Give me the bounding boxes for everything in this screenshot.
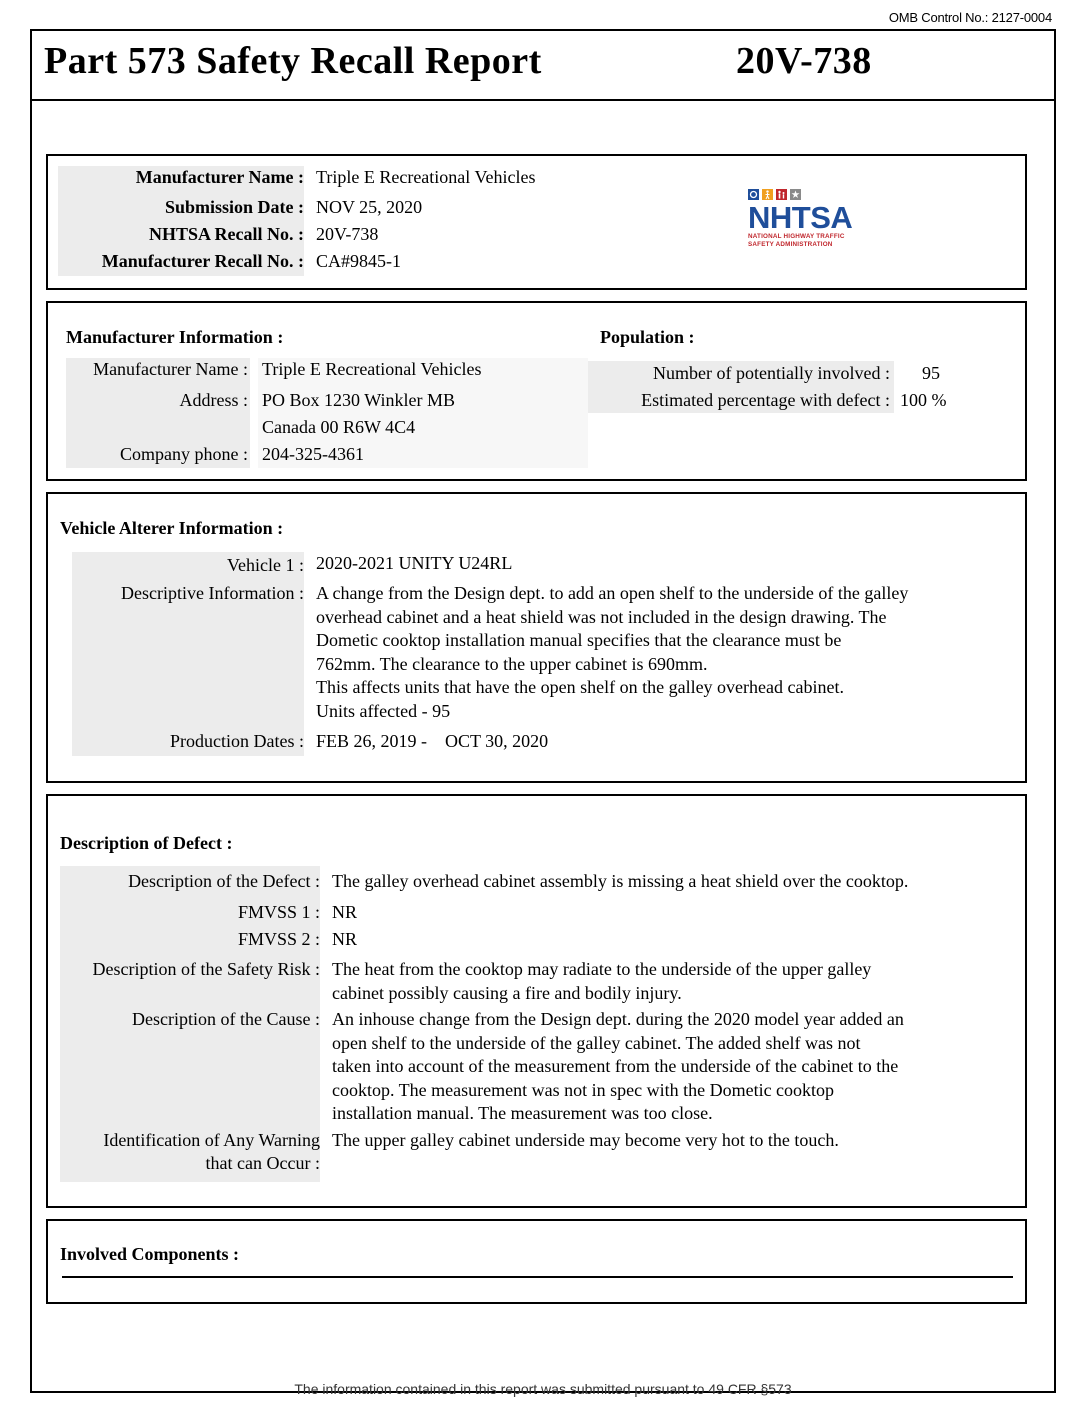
components-divider bbox=[62, 1276, 1013, 1278]
phone-value: 204-325-4361 bbox=[262, 444, 364, 464]
fmvss2-label: FMVSS 2 : bbox=[237, 929, 320, 949]
defect-title: Description of Defect : bbox=[60, 833, 233, 853]
nhtsa-recall-label: NHTSA Recall No. : bbox=[149, 224, 304, 244]
safety-risk-label: Description of the Safety Risk : bbox=[92, 959, 320, 979]
warning-label-1: Identification of Any Warning bbox=[103, 1130, 320, 1150]
fmvss1-label: FMVSS 1 : bbox=[237, 902, 320, 922]
percent-label: Estimated percentage with defect : bbox=[641, 390, 890, 410]
report-title: Part 573 Safety Recall Report bbox=[44, 40, 542, 82]
vehicle-value: 2020-2021 UNITY U24RL bbox=[316, 553, 513, 573]
population-title: Population : bbox=[600, 327, 695, 347]
report-header bbox=[32, 31, 1054, 101]
manufacturer-recall-label: Manufacturer Recall No. : bbox=[101, 251, 304, 271]
logo-subtitle bbox=[748, 233, 878, 249]
vehicle-label: Vehicle 1 : bbox=[227, 555, 304, 575]
report-recall-number: 20V-738 bbox=[736, 40, 872, 82]
summary-box bbox=[46, 154, 1027, 290]
nhtsa-logo bbox=[748, 189, 878, 261]
cause-label: Description of the Cause : bbox=[132, 1009, 320, 1029]
cause-value: An inhouse change from the Design dept. during the 2020 model year added an open shelf to the underside of the galley cabinet. The added shelf was not taken into account of the measurement from the underside of the cabinet to the cooktop. The measurement was not in spec with the Dometic cooktop installation manual. The measurement was too close. bbox=[332, 1009, 904, 1124]
defect-label: Description of the Defect : bbox=[128, 871, 320, 891]
vehicle-info-title: Vehicle Alterer Information : bbox=[60, 518, 284, 538]
car-safety-icon bbox=[748, 189, 759, 200]
components-title: Involved Components : bbox=[60, 1244, 240, 1264]
mfr-name-value: Triple E Recreational Vehicles bbox=[262, 359, 482, 379]
descriptive-info-label: Descriptive Information : bbox=[121, 583, 304, 603]
fmvss1-value: NR bbox=[332, 902, 358, 922]
pedestrian-icon bbox=[762, 189, 773, 200]
defect-box bbox=[46, 794, 1027, 1208]
logo-subtitle-line-1: NATIONAL HIGHWAY TRAFFIC bbox=[748, 233, 845, 240]
summary-manufacturer-value: Triple E Recreational Vehicles bbox=[316, 167, 536, 187]
mfr-name-label: Manufacturer Name : bbox=[93, 359, 248, 379]
manufacturer-info-title: Manufacturer Information : bbox=[66, 327, 284, 347]
logo-wordmark: NHTSA bbox=[748, 200, 853, 235]
warning-label-2: that can Occur : bbox=[205, 1153, 320, 1173]
omb-control-number: OMB Control No.: 2127-0004 bbox=[888, 10, 1052, 25]
submission-date-value: NOV 25, 2020 bbox=[316, 197, 423, 217]
address-line-2: Canada 00 R6W 4C4 bbox=[262, 417, 416, 437]
warning-value: The upper galley cabinet underside may become very hot to the touch. bbox=[332, 1130, 839, 1150]
descriptive-info-value: A change from the Design dept. to add an open shelf to the underside of the galley overhead cabinet and a heat shield was not included in the design drawing. The Dometic cooktop installation manual specifies that the clearance must be 762mm. The clearance to the upper cabinet is 690mm. This affects units that have the open shelf on the galley overhead cabinet. Units affected - 95 bbox=[316, 583, 909, 721]
star-icon bbox=[790, 189, 801, 200]
involved-value: 95 bbox=[922, 363, 940, 383]
components-box bbox=[46, 1219, 1027, 1304]
logo-subtitle-line-2: SAFETY ADMINISTRATION bbox=[748, 241, 833, 248]
logo-icon-row bbox=[748, 189, 878, 200]
defect-value: The galley overhead cabinet assembly is missing a heat shield over the cooktop. bbox=[332, 871, 909, 891]
footer-note: The information contained in this report was submitted pursuant to 49 CFR §573 bbox=[294, 1381, 792, 1397]
family-icon bbox=[776, 189, 787, 200]
summary-manufacturer-label: Manufacturer Name : bbox=[135, 167, 304, 187]
safety-risk-value: The heat from the cooktop may radiate to the underside of the upper galley cabinet possibly causing a fire and bodily injury. bbox=[332, 959, 872, 1003]
manufacturer-info-box bbox=[46, 301, 1027, 481]
production-dates-label: Production Dates : bbox=[170, 731, 304, 751]
percent-value: 100 % bbox=[900, 390, 947, 410]
address-line-1: PO Box 1230 Winkler MB bbox=[262, 390, 455, 410]
manufacturer-recall-value: CA#9845-1 bbox=[316, 251, 401, 271]
vehicle-info-box bbox=[46, 492, 1027, 783]
nhtsa-recall-value: 20V-738 bbox=[316, 224, 379, 244]
report-frame bbox=[30, 29, 1056, 1397]
address-label: Address : bbox=[179, 390, 248, 410]
phone-label: Company phone : bbox=[120, 444, 248, 464]
submission-date-label: Submission Date : bbox=[164, 197, 304, 217]
production-dates-value: FEB 26, 2019 - OCT 30, 2020 bbox=[316, 731, 549, 751]
fmvss2-value: NR bbox=[332, 929, 358, 949]
involved-label: Number of potentially involved : bbox=[653, 363, 890, 383]
